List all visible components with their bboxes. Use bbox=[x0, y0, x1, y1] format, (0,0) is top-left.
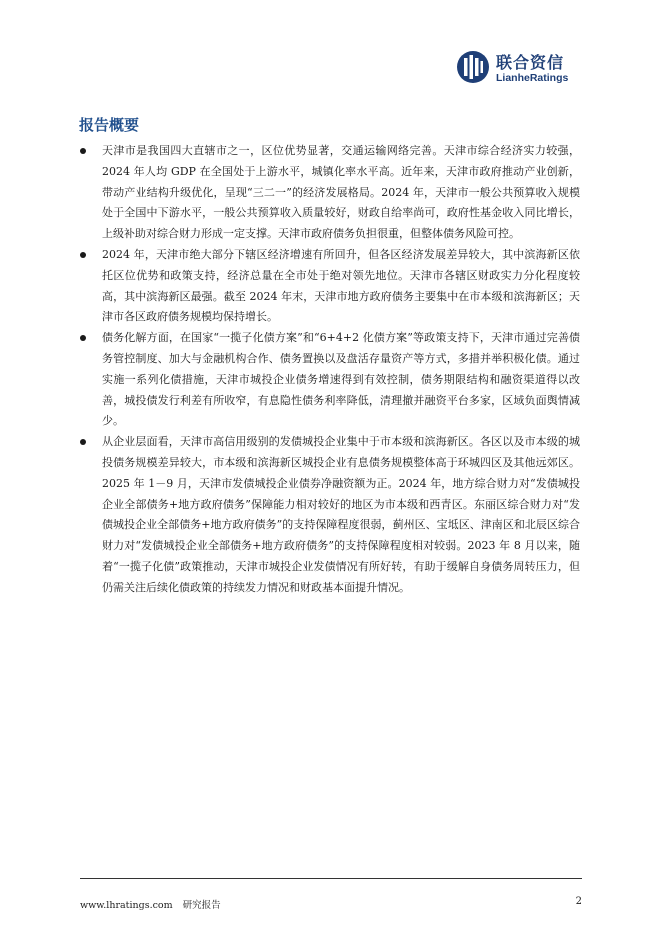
summary-bullet-text: 从企业层面看，天津市高信用级别的发债城投企业集中于市本级和滨海新区。各区以及市本级的城投债务规模差异较大，市本级和滨海新区城投企业有息债务规模整体高于环城四区及其他远郊区。2025 年 1－9 月，天津市发债城投企业债券净融资额为正。2024 年，地方综合财力对“发债城投企业全部债务+地方政府债务”保障能力相对较好的地区为市本级和西青区。东丽区综合财力对“发债城投企业全部债务+地方政府债务”的支持保障程度很弱，蓟州区、宝坻区、津南区和北辰区综合财力对“发债城投企业全部债务+地方政府债务”的支持保障程度相对较弱。2023 年 8 月以来，随着“一揽子化债”政策推动，天津市城投企业发债情况有所好转，有助于缓解自身债务周转压力，但仍需关注后续化债政策的持续发力情况和财政基本面提升情况。 bbox=[102, 435, 580, 594]
section-title: 报告概要 bbox=[79, 116, 140, 134]
footer-info bbox=[80, 897, 221, 911]
bullet-dot-icon bbox=[80, 335, 86, 341]
summary-bullet-3 bbox=[80, 328, 580, 432]
footer-divider bbox=[80, 878, 582, 879]
bullet-dot-icon bbox=[80, 148, 86, 154]
logo-chinese-name: 联合资信 bbox=[496, 53, 565, 72]
summary-bullet-list bbox=[80, 141, 580, 599]
footer-doc-type: 研究报告 bbox=[182, 900, 221, 911]
summary-bullet-text: 天津市是我国四大直辖市之一，区位优势显著，交通运输网络完善。天津市综合经济实力较强，2024 年人均 GDP 在全国处于上游水平，城镇化率水平高。近年来，天津市政府推动产业创新，带动产业结构升级优化，呈现“三二一”的经济发展格局。2024 年，天津市一般公共预算收入规模处于全国中下游水平，一般公共预算收入质量较好，财政自给率尚可，政府性基金收入同比增长，上级补助对综合财力形成一定支撑。天津市政府债务负担很重，但整体债务风险可控。 bbox=[102, 144, 580, 241]
summary-bullet-text: 债务化解方面，在国家“一揽子化债方案”和“6+4+2 化债方案”等政策支持下，天津市通过完善债务管控制度、加大与金融机构合作、债务置换以及盘活存量资产等方式，多措并举积极化债。通过实施一系列化债措施，天津市城投企业债务增速得到有效控制，债务期限结构和融资渠道得以改善，城投债发行利差有所收窄，有息隐性债务利率降低，清理撤并融资平台多家，区域负面舆情减少。 bbox=[102, 331, 580, 428]
bullet-dot-icon bbox=[80, 252, 86, 258]
logo-english-name: LianheRatings bbox=[496, 72, 569, 84]
bullet-dot-icon bbox=[80, 439, 86, 445]
lianhe-logo-icon bbox=[456, 50, 490, 84]
lianhe-ratings-logo bbox=[456, 50, 576, 86]
summary-bullet-2 bbox=[80, 245, 580, 328]
footer-website-link[interactable]: www.lhratings.com bbox=[80, 900, 173, 911]
summary-bullet-4 bbox=[80, 432, 580, 598]
page-number: 2 bbox=[575, 896, 582, 907]
summary-bullet-1 bbox=[80, 141, 580, 245]
summary-bullet-text: 2024 年，天津市绝大部分下辖区经济增速有所回升，但各区经济发展差异较大，其中滨海新区依托区位优势和政策支持，经济总量在全市处于绝对领先地位。天津市各辖区财政实力分化程度较高，其中滨海新区最强。截至 2024 年末，天津市地方政府债务主要集中在市本级和滨海新区；天津市各区政府债务规模均保持增长。 bbox=[102, 247, 580, 324]
